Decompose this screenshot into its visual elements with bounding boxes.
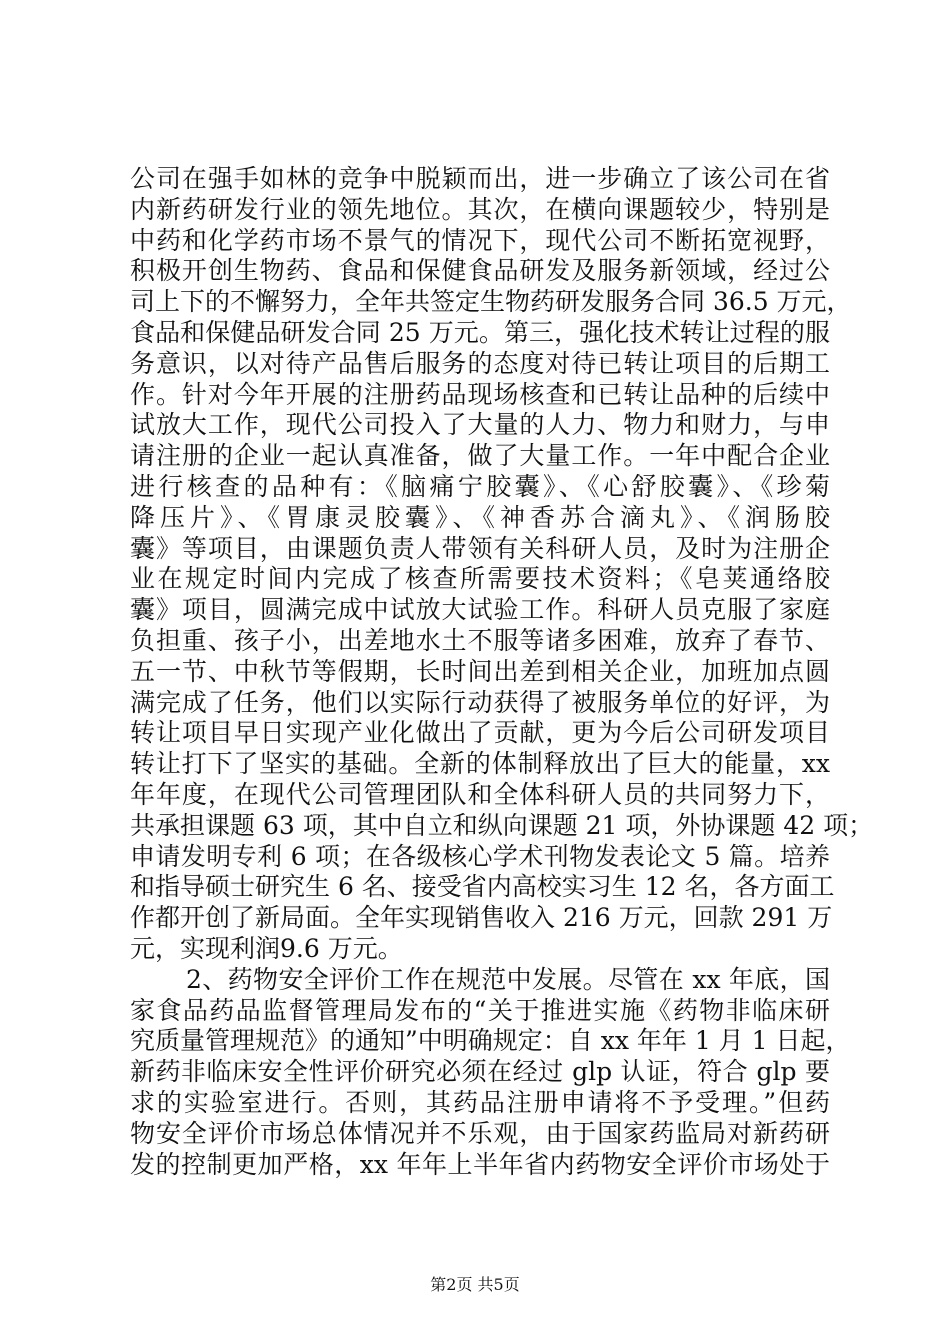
text-line: 请注册的企业一起认真准备，做了大量工作。一年中配合企业: [130, 441, 830, 471]
text-line: 转让项目早日实现产业化做出了贡献，更为今后公司研发项目: [130, 718, 830, 748]
text-line: 业在规定时间内完成了核查所需要技术资料；《皂荚通络胶: [130, 564, 830, 594]
text-line: 家食品药品监督管理局发布的“关于推进实施《药物非临床研: [130, 995, 830, 1025]
text-line: 负担重、孩子小，出差地水土不服等诸多困难，放弃了春节、: [130, 625, 830, 655]
page-number-footer: 第2页 共5页: [430, 1275, 520, 1294]
text-line: 和指导硕士研究生 6 名、接受省内高校实习生 12 名，各方面工: [130, 872, 835, 902]
text-line: 务意识，以对待产品售后服务的态度对待已转让项目的后期工: [130, 348, 830, 378]
document-body: [130, 164, 874, 1180]
text-line: 五一节、中秋节等假期，长时间出差到相关企业，加班加点圆: [130, 656, 830, 686]
text-line: 满完成了任务，他们以实际行动获得了被服务单位的好评，为: [130, 687, 830, 717]
text-line: 申请发明专利 6 项；在各级核心学术刊物发表论文 5 篇。培养: [130, 841, 830, 871]
text-line: 共承担课题 63 项，其中自立和纵向课题 21 项，外协课题 42 项；: [130, 810, 874, 840]
text-line: 中药和化学药市场不景气的情况下，现代公司不断拓宽视野，: [130, 225, 830, 255]
text-line: 降压片》、《胃康灵胶囊》、《神香苏合滴丸》、《润肠胶: [130, 502, 830, 532]
text-line: 进行核查的品种有：《脑痛宁胶囊》、《心舒胶囊》、《珍菊: [130, 471, 830, 501]
paragraph-start-line: 2、药物安全评价工作在规范中发展。尽管在 xx 年底，国: [186, 964, 830, 994]
text-line: 司上下的不懈努力，全年共签定生物药研发服务合同 36.5 万元，: [130, 287, 852, 317]
text-line: 究质量管理规范》的通知”中明确规定：自 xx 年年 1 月 1 日起，: [130, 1026, 851, 1056]
text-line: 新药非临床安全性评价研究必须在经过 glp 认证，符合 glp 要: [130, 1057, 830, 1087]
text-line: 囊》项目，圆满完成中试放大试验工作。科研人员克服了家庭: [130, 595, 830, 625]
text-line: 内新药研发行业的领先地位。其次，在横向课题较少，特别是: [130, 194, 830, 224]
text-line: 公司在强手如林的竞争中脱颖而出，进一步确立了该公司在省: [130, 164, 830, 193]
text-line: 转让打下了坚实的基础。全新的体制释放出了巨大的能量，xx: [130, 749, 830, 779]
text-line: 囊》等项目，由课题负责人带领有关科研人员，及时为注册企: [130, 533, 830, 563]
text-line: 试放大工作，现代公司投入了大量的人力、物力和财力，与申: [130, 410, 830, 440]
text-line: 年年度，在现代公司管理团队和全体科研人员的共同努力下，: [130, 779, 830, 809]
text-line: 作都开创了新局面。全年实现销售收入 216 万元，回款 291 万: [130, 903, 833, 933]
paragraph-end-line: 元，实现利润9.6 万元。: [130, 933, 403, 963]
text-line: 作。针对今年开展的注册药品现场核查和已转让品种的后续中: [130, 379, 830, 409]
text-line: 物安全评价市场总体情况并不乐观，由于国家药监局对新药研: [130, 1118, 830, 1148]
text-line: 食品和保健品研发合同 25 万元。第三，强化技术转让过程的服: [130, 317, 830, 347]
text-line: 求的实验室进行。否则，其药品注册申请将不予受理。”但药: [130, 1087, 830, 1117]
text-line: 积极开创生物药、食品和保健食品研发及服务新领域，经过公: [130, 256, 830, 286]
text-line: 发的控制更加严格，xx 年年上半年省内药物安全评价市场处于: [130, 1149, 830, 1179]
